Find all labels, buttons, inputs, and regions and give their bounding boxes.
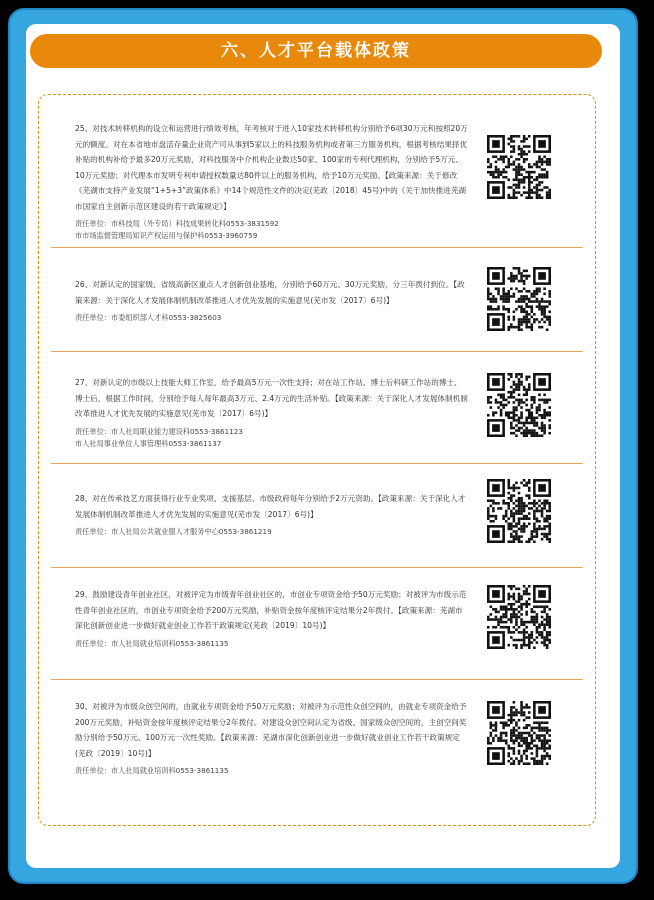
responsible-unit: 责任单位：市人社局就业培训科0553-3861135 xyxy=(75,638,229,648)
policy-text: 25、对技术转移机构的设立和运营进行绩效考核，年考核对于进入10家技术转移机构分别给予6项30万元和按照20万元的额度。对在本省地市盘活存量企业资产可从事到5家以上的科技服务机构或者第三方服务机构，根据考核结果择优补贴的机构补给予最多20万元奖励，对科技服务中介机构企业数达50家、100家的专利代理机构，分别给予5万元、10万元奖励；对代理本市发明专利申请授权数量达80件以上的服务机构，给予10万元奖励。【政策来源：关于修改《芜湖市支持产业发展“1+5+3”政策体系》中14个规范性文件的决定(芜政〔2018〕45号)中的《关于加快推进芜湖市国家自主创新示范区建设的若干政策规定》】 xyxy=(75,124,468,211)
responsible-unit: 责任单位：市人社局公共就业服人才服务中心0553-3861219 xyxy=(75,527,272,536)
qr-code-icon xyxy=(487,135,551,199)
policy-item-27 xyxy=(75,375,469,450)
divider xyxy=(51,247,583,248)
responsible-unit: 责任单位：市人社局就业培训科0553-3861135 xyxy=(75,766,229,775)
responsible-unit: 责任单位：市科技局（外专局）科技成果转化科0553-3831592 xyxy=(75,219,279,228)
policy-item-26 xyxy=(75,277,469,324)
policy-list xyxy=(38,94,596,826)
responsible-unit: 责任单位：市委组织部人才科0553-3825603 xyxy=(75,313,222,322)
policy-text: 29、鼓励建设青年创业社区，对被评定为市级青年创业社区的，市创业专项资金给予50万元奖励；对被评为市级示范性青年创业社区的，市创业专项资金给予200万元奖励，补贴资金按年度核评定结果分2年拨付。【政策来源：芜湖市深化创新创业进一步做好就业创业工作若干政策规定(芜政〔2019〕10号)】 xyxy=(75,590,467,630)
divider xyxy=(51,567,583,568)
divider xyxy=(51,679,583,680)
policy-text: 30、对被评为市级众创空间的，由就业专项资金给予50万元奖励；对被评为示范性众创空间的，由就业专项资金给予200万元奖励，补贴资金按年度核评定结果分2年拨付。对建设众创空间认定为省级、国家级众创空间的，主创空间奖励分别给予50万元、100万元一次性奖励。【政策来源：芜湖市深化创新创业进一步做好就业创业工作若干政策规定(芜政〔2019〕10号)】 xyxy=(75,702,467,758)
policy-text: 26、对新认定的国家级、省级高新区重点人才创新创业基地，分别给予60万元、30万元奖励，分三年拨付到位。【政策来源：关于深化人才发展体制机制改革推进人才优先发展的实施意见(芜市发〔2017〕6号)】 xyxy=(75,280,465,305)
policy-text: 28、对在传承技艺方面获得行业专业奖项、支援基层、市级政府每年分别给予2万元资助。【政策来源：关于深化人才发展体制机制改革推进人才优先发展的实施意见(芜市发〔2017〕6号)】 xyxy=(75,494,466,519)
policy-item-29 xyxy=(75,587,469,650)
policy-item-30 xyxy=(75,699,469,777)
divider xyxy=(51,351,583,352)
qr-code-icon xyxy=(487,585,551,649)
policy-text: 27、对新认定的市级以上技能大师工作室，给予最高5万元一次性支持；对在站工作站、博士后科研工作站的博士、博士后，根据工作时间，分别给予每人每年最高3万元、2.4万元的生活补贴。【政策来源：关于深化人才发展体制机制改革推进人才优先发展的实施意见(芜市发〔2017〕6号)】 xyxy=(75,378,468,418)
divider xyxy=(51,463,583,464)
responsible-unit: 市市场监督管理局知识产权运用与保护科0553-3960759 xyxy=(75,231,258,240)
responsible-unit: 责任单位：市人社局职业能力建设科0553-3861123 xyxy=(75,426,243,436)
policy-item-28 xyxy=(75,491,469,538)
qr-code-icon xyxy=(487,479,551,543)
responsible-unit: 市人社局事业单位人事管理科0553-3861137 xyxy=(75,438,222,448)
qr-code-icon xyxy=(487,267,551,331)
policy-item-25 xyxy=(75,121,469,242)
section-title: 六、人才平台载体政策 xyxy=(30,34,602,68)
qr-code-icon xyxy=(487,373,551,437)
qr-code-icon xyxy=(487,701,551,765)
